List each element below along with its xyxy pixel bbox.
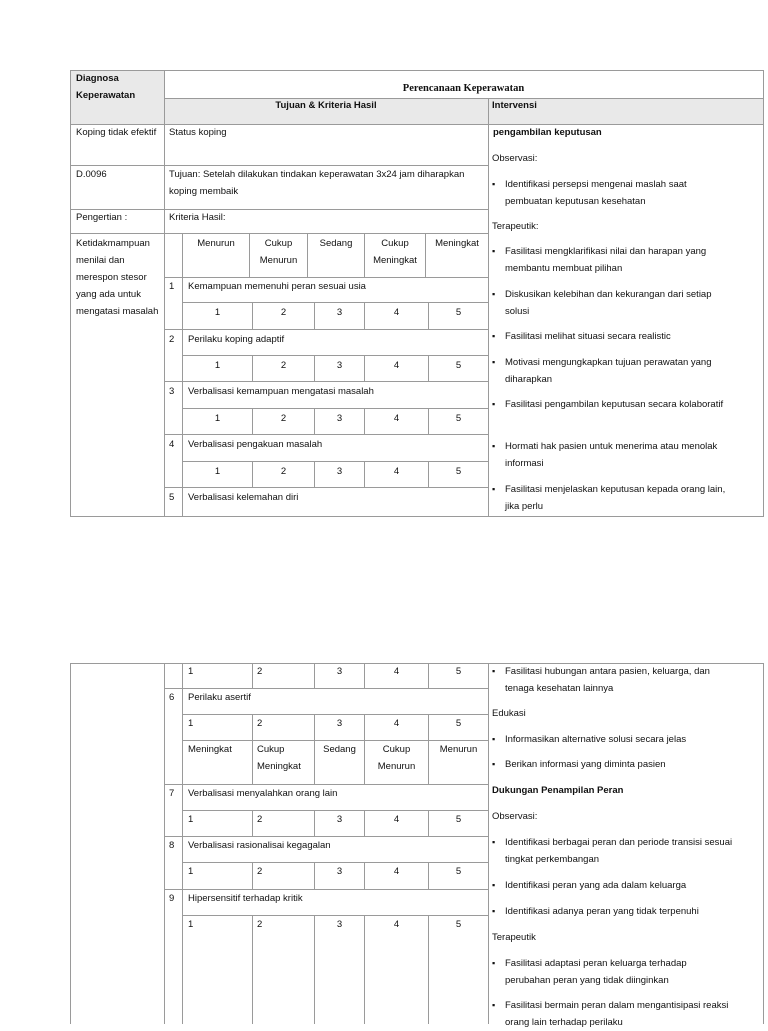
score-cell: 5 <box>455 866 462 877</box>
score-cell: 5 <box>455 814 462 825</box>
bullet-item: ▪ Fasilitasi bermain peran dalam mengantisipasi reaksi orang lain terhadap perilaku <box>494 997 734 1031</box>
score-cell: 5 <box>455 666 462 677</box>
bullet-item: ▪ Identifikasi adanya peran yang tidak terpenuhi <box>494 903 734 920</box>
score-cell: 1 <box>214 307 221 318</box>
score-cell: 3 <box>336 360 343 371</box>
score-cell: 3 <box>336 307 343 318</box>
score-cell: 5 <box>455 413 462 424</box>
score-cell: 5 <box>455 360 462 371</box>
score-cell: 1 <box>214 466 221 477</box>
score-cell: 3 <box>336 919 343 930</box>
score-cell: 2 <box>257 814 263 825</box>
bullet-item: ▪ Hormati hak pasien untuk menerima atau menolak informasi <box>494 438 734 472</box>
header-perencanaan: Perencanaan Keperawatan <box>402 83 525 94</box>
score-cell: 1 <box>214 413 221 424</box>
pengertian-label: Pengertian : <box>76 212 128 223</box>
bullet-item: ▪ Fasilitasi mengklarifikasi nilai dan harapan yang membantu membuat pilihan <box>494 243 734 277</box>
scale-header: Sedang <box>319 238 353 249</box>
score-cell: 4 <box>393 360 400 371</box>
score-cell: 5 <box>455 718 462 729</box>
score-cell: 3 <box>336 466 343 477</box>
score-cell: 2 <box>257 866 263 877</box>
criteria-number: 7 <box>169 788 175 799</box>
terapeutik-label: Terapeutik: <box>492 221 539 232</box>
bullet-item: ▪ Fasilitasi menjelaskan keputusan kepada orang lain, jika perlu <box>494 481 734 515</box>
score-cell: 2 <box>280 466 287 477</box>
criteria-label: Kemampuan memenuhi peran sesuai usia <box>188 281 366 292</box>
kriteria-label: Kriteria Hasil: <box>169 212 226 223</box>
score-cell: 4 <box>393 814 400 825</box>
score-cell: 3 <box>336 413 343 424</box>
score-cell: 4 <box>393 307 400 318</box>
bullet-item: ▪ Informasikan alternative solusi secara jelas <box>494 731 734 748</box>
bullet-item: ▪ Berikan informasi yang diminta pasien <box>494 756 734 773</box>
diagnosis-definition: Ketidakmampuan menilai dan merespon stesor yang ada untuk mengatasi masalah <box>76 238 159 317</box>
observasi-label: Observasi: <box>492 811 538 822</box>
score-cell: 2 <box>257 718 263 729</box>
score-cell: 3 <box>336 718 343 729</box>
score-cell: 2 <box>257 666 263 677</box>
bullet-item: ▪ Fasilitasi pengambilan keputusan secara kolaboratif <box>494 396 734 413</box>
criteria-number: 2 <box>169 334 175 345</box>
criteria-label: Hipersensitif terhadap kritik <box>188 893 303 904</box>
criteria-number: 6 <box>169 692 175 703</box>
score-cell: 1 <box>188 919 194 930</box>
score-cell: 1 <box>188 866 194 877</box>
scale-header: Sedang <box>323 744 356 755</box>
bullet-item: ▪ Identifikasi persepsi mengenai maslah saat pembuatan keputusan kesehatan <box>494 176 734 210</box>
scale-header: Cukup Menurun <box>259 238 298 266</box>
score-cell: 5 <box>455 919 462 930</box>
score-cell: 3 <box>336 866 343 877</box>
outcome-goal: Tujuan: Setelah dilakukan tindakan keperawatan 3x24 jam diharapkan koping membaik <box>169 169 465 197</box>
criteria-number: 1 <box>169 281 175 292</box>
bullet-item: ▪ Fasilitasi adaptasi peran keluarga terhadap perubahan peran yang tidak diinginkan <box>494 955 734 989</box>
header-intervensi: Intervensi <box>492 100 537 111</box>
criteria-label: Perilaku asertif <box>188 692 251 703</box>
criteria-number: 5 <box>169 492 175 503</box>
criteria-label: Verbalisasi kemampuan mengatasi masalah <box>188 386 374 397</box>
bullet-item: ▪ Fasilitasi melihat situasi secara realistic <box>494 328 734 345</box>
scale-header: Cukup Meningkat <box>373 238 417 266</box>
score-cell: 5 <box>455 307 462 318</box>
criteria-number: 8 <box>169 840 175 851</box>
scale-header: Cukup Menurun <box>377 744 416 772</box>
score-cell: 1 <box>214 360 221 371</box>
score-cell: 1 <box>188 814 194 825</box>
criteria-label: Perilaku koping adaptif <box>188 334 285 345</box>
bullet-item: ▪ Identifikasi peran yang ada dalam keluarga <box>494 877 734 894</box>
scale-header: Menurun <box>439 744 478 755</box>
criteria-label: Verbalisasi pengakuan masalah <box>188 439 323 450</box>
score-cell: 4 <box>393 466 400 477</box>
scale-header: Meningkat <box>188 744 232 755</box>
intervention-title: pengambilan keputusan <box>493 127 602 138</box>
observasi-label: Observasi: <box>492 153 538 164</box>
diagnosis-code: D.0096 <box>76 169 107 180</box>
header-tujuan-kriteria: Tujuan & Kriteria Hasil <box>275 100 377 111</box>
scale-header: Cukup Meningkat <box>257 744 301 772</box>
score-cell: 3 <box>336 666 343 677</box>
score-cell: 4 <box>393 866 400 877</box>
score-cell: 2 <box>280 360 287 371</box>
edukasi-label: Edukasi <box>492 708 526 719</box>
bullet-item: ▪ Diskusikan kelebihan dan kekurangan dari setiap solusi <box>494 286 734 320</box>
score-cell: 2 <box>280 307 287 318</box>
score-cell: 1 <box>188 718 194 729</box>
scale-header: Meningkat <box>435 238 479 249</box>
score-cell: 3 <box>336 814 343 825</box>
score-cell: 5 <box>455 466 462 477</box>
scale-header: Menurun <box>197 238 235 249</box>
criteria-number: 9 <box>169 893 175 904</box>
criteria-number: 3 <box>169 386 175 397</box>
dukungan-title: Dukungan Penampilan Peran <box>492 785 624 796</box>
bullet-item: ▪ Identifikasi berbagai peran dan periode transisi sesuai tingkat perkembangan <box>494 834 734 868</box>
bullet-item: ▪ Fasilitasi hubungan antara pasien, keluarga, dan tenaga kesehatan lainnya <box>494 663 734 697</box>
criteria-number: 4 <box>169 439 175 450</box>
score-cell: 1 <box>188 666 194 677</box>
score-cell: 4 <box>393 718 400 729</box>
score-cell: 4 <box>393 919 400 930</box>
diagnosis-name: Koping tidak efektif <box>76 127 157 138</box>
criteria-label: Verbalisasi kelemahan diri <box>188 492 299 503</box>
terapeutik-label: Terapeutik <box>492 932 536 943</box>
criteria-label: Verbalisasi menyalahkan orang lain <box>188 788 338 799</box>
bullet-item: ▪ Motivasi mengungkapkan tujuan perawatan yang diharapkan <box>494 354 734 388</box>
outcome-status: Status koping <box>169 127 227 138</box>
header-diagnosa: Diagnosa Keperawatan <box>76 73 136 101</box>
score-cell: 2 <box>257 919 263 930</box>
score-cell: 2 <box>280 413 287 424</box>
criteria-label: Verbalisasi rasionalisai kegagalan <box>188 840 331 851</box>
score-cell: 4 <box>393 666 400 677</box>
score-cell: 4 <box>393 413 400 424</box>
